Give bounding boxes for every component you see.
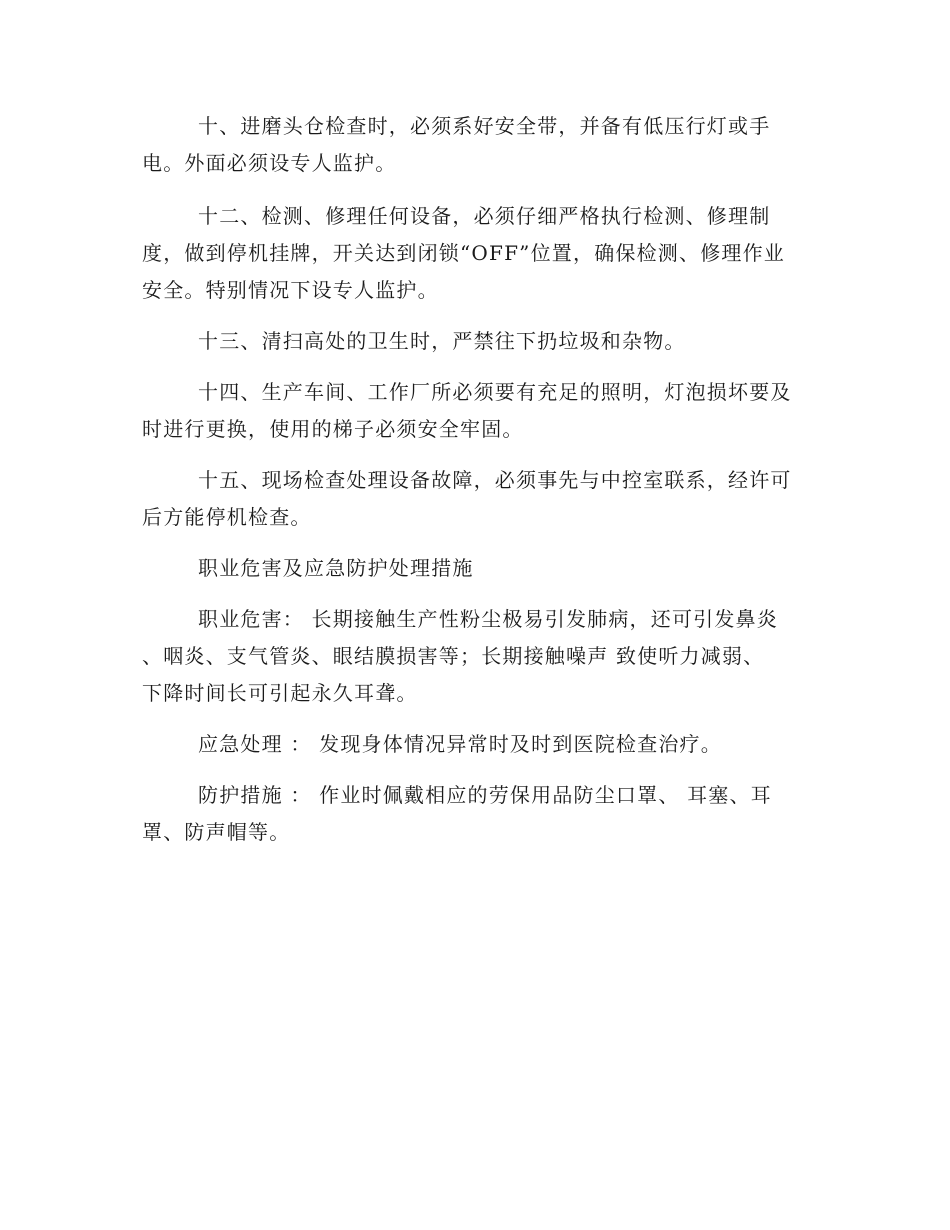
document-body <box>142 108 810 867</box>
paragraph-item-12 <box>142 198 810 309</box>
text-line: 防护措施 ： 作业时佩戴相应的劳保用品防尘口罩、 耳塞、耳 <box>198 783 772 807</box>
text-line: 罩、防声帽等。 <box>142 820 291 844</box>
text-line: 安全。特别情况下设专人监护。 <box>142 278 439 302</box>
section-heading <box>142 550 810 587</box>
text-line: 应急处理 ： 发现身体情况异常时及时到医院检查治疗。 <box>198 732 722 756</box>
text-line: 十四、生产车间、工作厂所必须要有充足的照明，灯泡损坏要及 <box>198 380 792 404</box>
text-line: 职业危害： 长期接触生产性粉尘极易引发肺病，还可引发鼻炎 <box>198 607 778 631</box>
text-line: 职业危害及应急防护处理措施 <box>198 556 474 580</box>
text-line: 十五、现场检查处理设备故障，必须事先与中控室联系，经许可 <box>198 468 792 492</box>
paragraph-item-14 <box>142 374 810 448</box>
text-line: 十、进磨头仓检查时，必须系好安全带，并备有低压行灯或手 <box>198 114 771 138</box>
paragraph-item-15 <box>142 462 810 536</box>
paragraph-item-10 <box>142 108 810 182</box>
paragraph-item-13 <box>142 323 810 360</box>
text-line: 后方能停机检查。 <box>142 505 312 529</box>
text-line: 十三、清扫高处的卫生时，严禁往下扔垃圾和杂物。 <box>198 329 686 353</box>
text-line: 度，做到停机挂牌，开关达到闭锁“OFF”位置，确保检测、修理作业 <box>142 241 785 265</box>
text-line: 电。外面必须设专人监护。 <box>142 151 397 175</box>
paragraph-occupational-hazards <box>142 601 810 712</box>
text-line: 下降时间长可引起永久耳聋。 <box>142 681 418 705</box>
text-line: 时进行更换，使用的梯子必须安全牢固。 <box>142 417 524 441</box>
text-line: 、咽炎、支气管炎、眼结膜损害等；长期接触噪声 致使听力减弱、 <box>142 644 765 668</box>
paragraph-protective-measures <box>142 777 810 851</box>
paragraph-emergency-handling <box>142 726 810 763</box>
text-line: 十二、检测、修理任何设备，必须仔细严格执行检测、修理制 <box>198 204 771 228</box>
